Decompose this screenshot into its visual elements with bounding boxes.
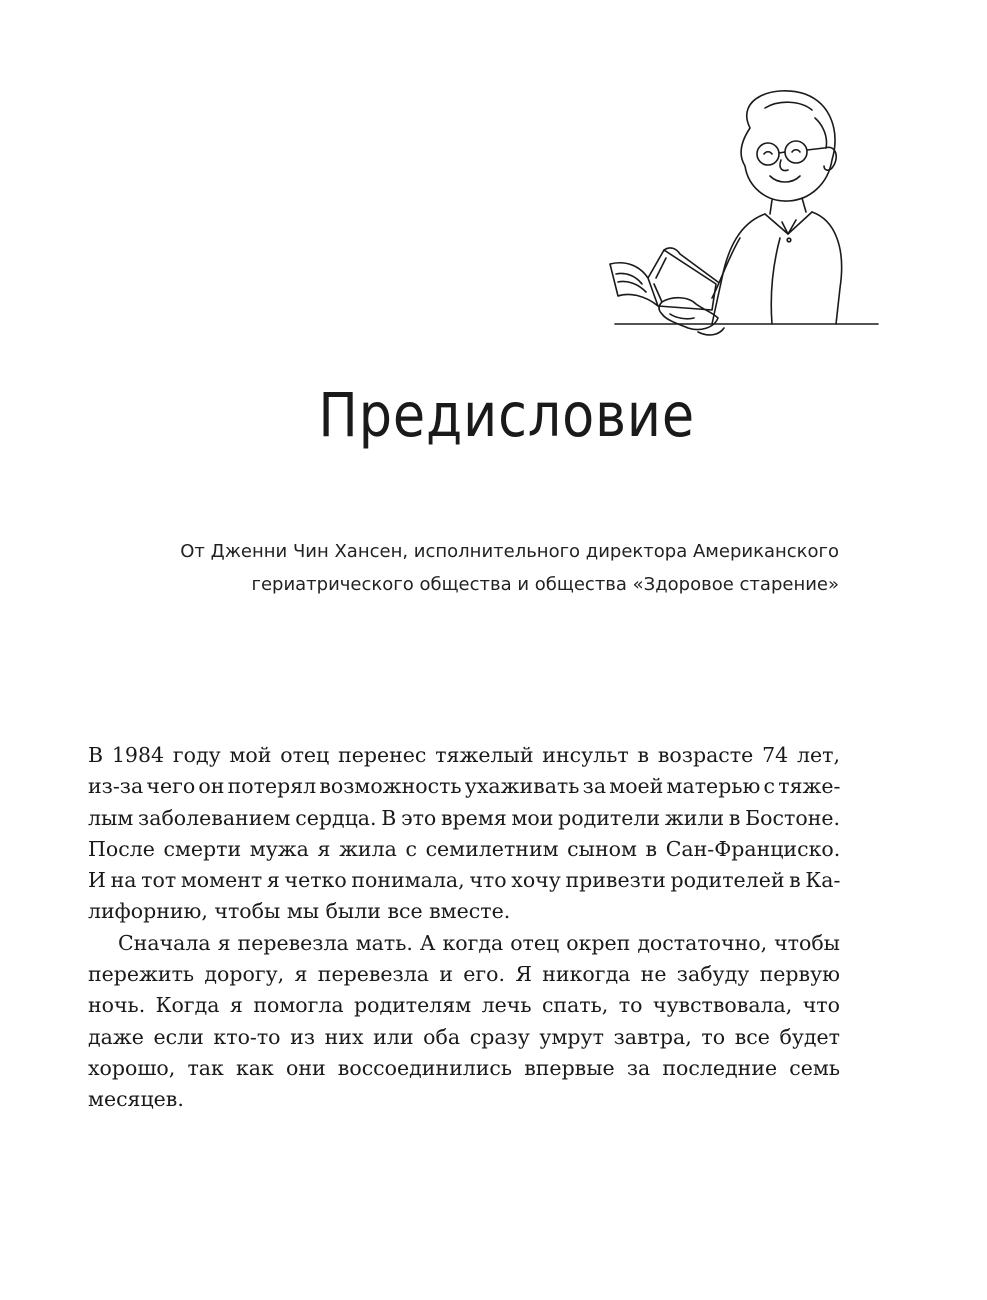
paragraph-line: И на тот момент я четко понимала, что хочу привезти родителей в Ка- bbox=[88, 868, 841, 893]
paragraph-line: После смерти мужа я жила с семилетним сыном в Сан-Франциско. bbox=[88, 836, 841, 861]
paragraph-2 bbox=[88, 928, 840, 1116]
body-text bbox=[88, 740, 840, 1116]
paragraph-line: месяцев. bbox=[88, 1087, 184, 1112]
paragraph-line: пережить дорогу, я перевезла и его. Я никогда не забуду первую bbox=[88, 962, 840, 987]
paragraph-line: даже если кто-то из них или оба сразу умрут завтра, то все будет bbox=[88, 1024, 840, 1049]
glasses-left-lens bbox=[757, 143, 779, 165]
paragraph-line: из-за чего он потерял возможность ухаживать за моей матерью с тяже- bbox=[88, 774, 841, 799]
paragraph-line: В 1984 году мой отец перенес тяжелый инсульт в возрасте 74 лет, bbox=[88, 743, 840, 767]
paragraph-line: хорошо, так как они воссоединились впервые за последние семь bbox=[88, 1055, 840, 1080]
paragraph-1 bbox=[88, 740, 840, 928]
author-byline bbox=[119, 535, 839, 601]
paragraph-line: лифорнию, чтобы мы были все вместе. bbox=[88, 899, 511, 924]
book-cover bbox=[648, 250, 716, 310]
byline-line-1: От Дженни Чин Хансен, исполнительного директора Американского bbox=[180, 541, 839, 562]
glasses-right-lens bbox=[785, 141, 807, 163]
collar bbox=[765, 212, 812, 234]
head bbox=[741, 91, 835, 201]
paragraph-line: лым заболеванием сердца. В это время мои родители жили в Бостоне. bbox=[88, 805, 840, 830]
paragraph-line: ночь. Когда я помогла родителям лечь спать, то чувствовала, что bbox=[88, 993, 840, 1018]
paragraph-line: Сначала я перевезла мать. А когда отец окреп достаточно, чтобы bbox=[118, 930, 840, 955]
elderly-man-reading-illustration bbox=[600, 88, 885, 358]
byline-line-2: гериатрического общества и общества «Здоровое старение» bbox=[251, 574, 839, 595]
page-title: Предисловие bbox=[318, 380, 696, 451]
